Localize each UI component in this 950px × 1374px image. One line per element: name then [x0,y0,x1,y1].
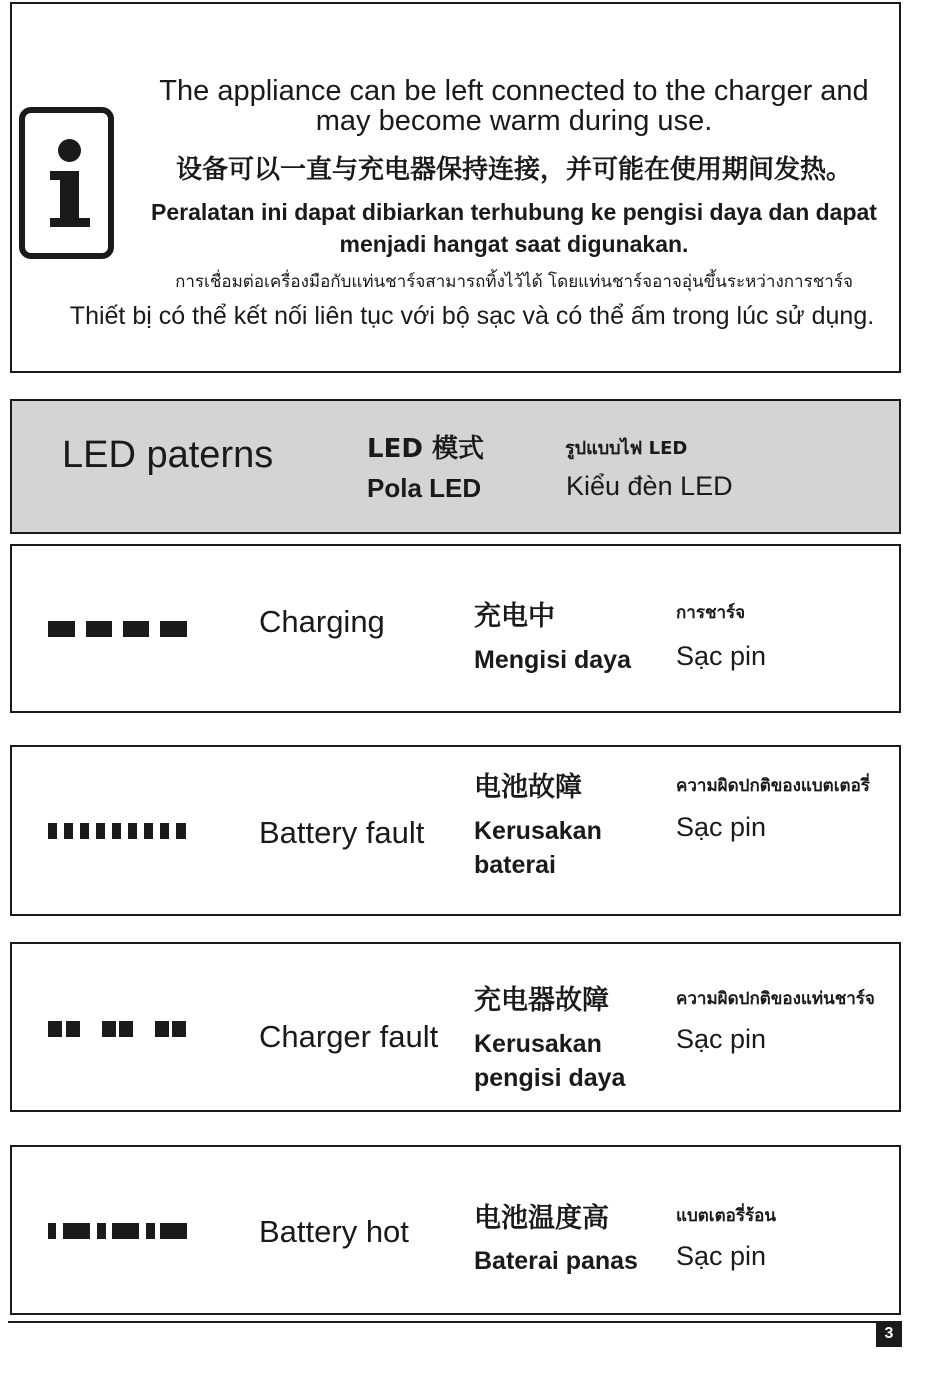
status-label-id: Baterai panas [474,1247,638,1275]
footer-rule [8,1321,901,1323]
status-label-th: ความผิดปกติของแบตเตอรี่ [676,776,870,796]
status-label-th: การชาร์จ [676,603,746,623]
status-label-en: Battery hot [259,1214,409,1249]
status-label-id: Mengisi daya [474,646,631,674]
status-label-zh: 充电中 [474,601,555,632]
status-label-zh: 电池故障 [474,772,582,803]
notice-box [10,2,901,373]
info-icon [19,107,114,259]
led-patterns-header [10,399,901,534]
status-label-zh: 充电器故障 [474,985,609,1016]
status-label-th: ความผิดปกติของแท่นชาร์จ [676,989,875,1009]
notice-text-vi: Thiết bị có thể kết nối liên tục với bộ sạc và có thể ấm trong lúc sử dụng. [69,302,875,330]
header-title-zh: LED 模式 [367,434,484,464]
pattern-row-charger-fault [10,942,901,1112]
header-title-vi: Kiểu đèn LED [566,471,733,501]
status-label-vi: Sạc pin [676,1024,767,1054]
notice-text-id: Peralatan ini dapat dibiarkan terhubung ke pengisi daya dan dapat menjadi hangat saat digunakan. [151,199,877,257]
status-label-en: Battery fault [259,815,425,850]
notice-text-en: The appliance can be left connected to the charger and may become warm during use. [159,75,869,137]
status-label-zh: 电池温度高 [474,1203,609,1234]
status-label-id: Kerusakan pengisi daya [474,1030,626,1092]
status-label-th: แบตเตอรี่ร้อน [676,1206,776,1226]
page-number: 3 [876,1321,902,1347]
status-label-vi: Sạc pin [676,812,767,842]
header-title-th: รูปแบบไฟ LED [565,438,688,459]
header-title-id: Pola LED [367,473,482,503]
notice-text-zh: 设备可以一直与充电器保持连接，并可能在使用期间发热。 [175,155,852,185]
header-title-en: LED paterns [62,434,274,476]
status-label-vi: Sạc pin [676,1241,767,1271]
status-label-en: Charging [259,604,385,639]
pattern-row-battery-hot [10,1145,901,1315]
notice-text-th: การเชื่อมต่อเครื่องมือกับแท่นชาร์จสามารถทิ้งไว้ได้ โดยแท่นชาร์จอาจอุ่นขึ้นระหว่างการชาร์จ [175,272,853,292]
status-label-vi: Sạc pin [676,641,767,671]
status-label-en: Charger fault [259,1019,439,1054]
pattern-row-charging [10,544,901,713]
status-label-id: Kerusakan baterai [474,817,602,879]
pattern-row-battery-fault [10,745,901,916]
